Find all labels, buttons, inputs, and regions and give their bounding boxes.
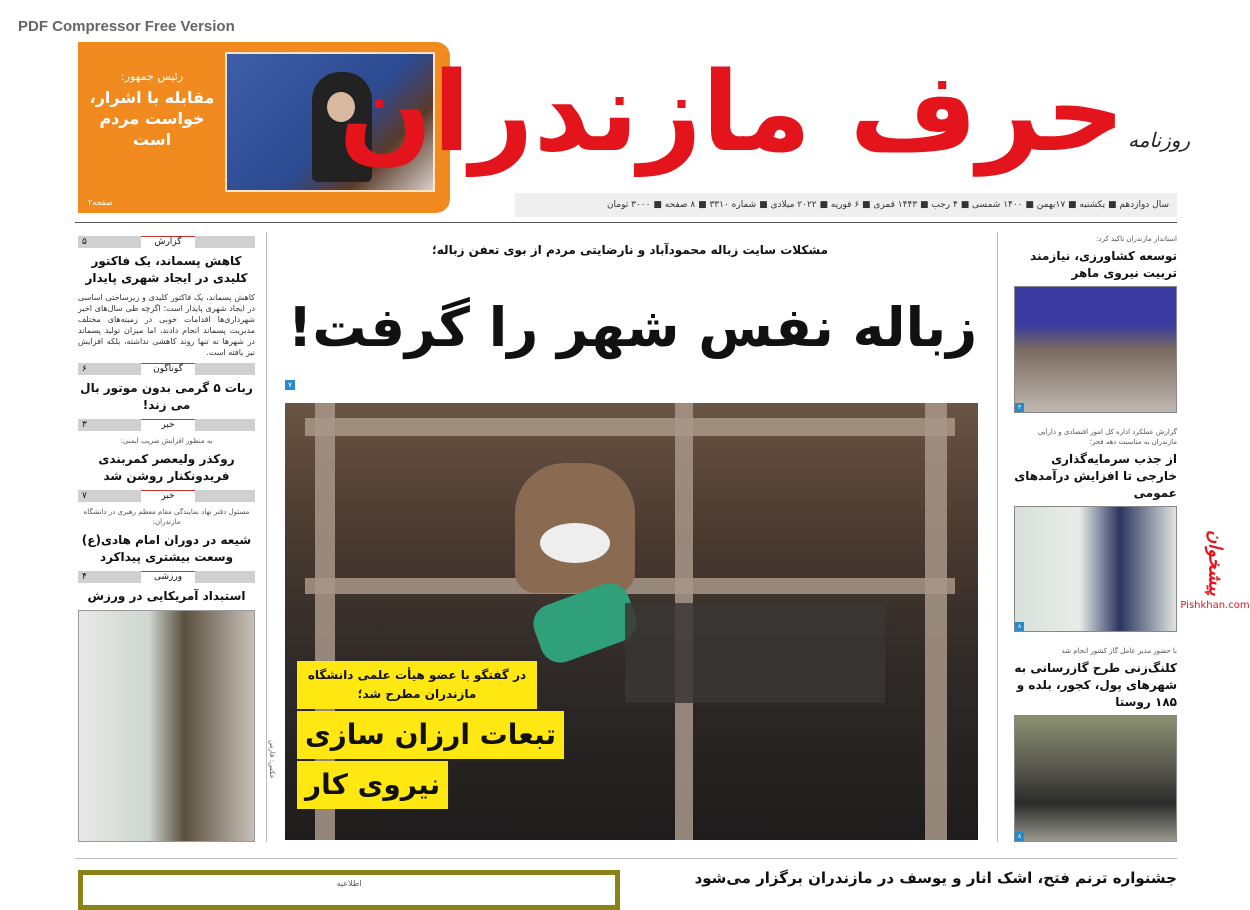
divider bbox=[266, 232, 267, 842]
story-photo bbox=[1014, 506, 1177, 633]
section-bar bbox=[78, 571, 255, 583]
promo-title: مقابله با اشرار، خواست مردم است bbox=[89, 88, 215, 149]
section-label: خبر bbox=[141, 490, 195, 502]
notice-text: اطلاعیه bbox=[336, 879, 362, 888]
overlay-title[interactable]: نیروی کار bbox=[297, 761, 448, 809]
story-kicker: استاندار مازندران تاکید کرد: bbox=[1096, 235, 1177, 243]
sports-photo bbox=[78, 610, 255, 842]
section-bar bbox=[78, 419, 255, 431]
section-bar bbox=[78, 490, 255, 502]
pishkhan-logo: پیشخوان bbox=[1204, 530, 1226, 596]
divider bbox=[75, 858, 1177, 859]
masthead-subtitle: روزنامه bbox=[1128, 128, 1191, 152]
story-kicker: به منظور افزایش ضریب ایمنی: bbox=[120, 437, 213, 445]
page-tag: ۸ bbox=[1015, 622, 1024, 631]
overlay-group bbox=[297, 661, 564, 809]
overlay-title[interactable]: تبعات ارزان سازی bbox=[297, 711, 564, 759]
divider bbox=[75, 222, 1177, 223]
dateline: سال دوازدهم ■ یکشنبه ■ ۱۷بهمن ■ ۱۴۰۰ شمسی ■ ۴ رجب ■ ۱۴۴۳ قمری ■ ۶ فوریه ■ ۲۰۲۲ میلادی ■ شماره ۳۳۱۰ ■ ۸ صفحه ■ ۳۰۰۰ تومان bbox=[515, 193, 1177, 217]
notice-box bbox=[78, 870, 620, 910]
story-kicker: گزارش عملکرد اداره کل امور اقتصادی و دارایی مازندران به مناسبت دهه فجر؛ bbox=[1037, 427, 1177, 446]
lead-kicker: مشکلات سایت زباله محمودآباد و نارضایتی مردم از بوی تعفن زباله؛ bbox=[431, 243, 828, 257]
section-label: ورزشی bbox=[141, 571, 195, 583]
overlay-kicker: در گفتگو با عضو هیأت علمی دانشگاه مازندران مطرح شد؛ bbox=[297, 661, 537, 709]
right-column bbox=[1012, 234, 1177, 842]
section-bar bbox=[78, 236, 255, 248]
story-title[interactable]: روکذر ولیعصر کمربندی فریدونکنار روشن شد bbox=[98, 452, 235, 483]
promo-kicker: رئیس جمهور: bbox=[120, 70, 184, 83]
story-title[interactable]: کلنگ‌زنی طرح گازرسانی به شهرهای پول، کجور، بلده و ۱۸۵ روستا bbox=[1014, 661, 1177, 710]
story-title[interactable]: شیعه در دوران امام هادی(ع) وسعت بیشتری پیداکرد bbox=[81, 533, 252, 564]
page-number: ۶ bbox=[82, 364, 87, 374]
story-title[interactable]: کاهش پسماند، یک فاکتور کلیدی در ایجاد شهری پایدار bbox=[85, 254, 248, 285]
story-title[interactable]: توسعه کشاورزی، نیازمند تربیت نیروی ماهر bbox=[1030, 249, 1177, 280]
promo-page: صفحه۲ bbox=[88, 198, 113, 207]
masthead-logo: حرف مازندران bbox=[338, 48, 1125, 176]
page-number: ۵ bbox=[82, 237, 87, 247]
page-number: ۷ bbox=[82, 491, 87, 501]
lead-photo bbox=[285, 403, 978, 840]
story-photo bbox=[1014, 286, 1177, 413]
lead-headline[interactable]: زباله نفس شهر را گرفت! bbox=[287, 296, 978, 359]
section-label: گوناگون bbox=[141, 363, 195, 375]
section-label: خبر bbox=[141, 419, 195, 431]
story-body: کاهش پسماند، یک فاکتور کلیدی و زیرساختی اساسی در ایجاد شهری پایدار است؛ اگرچه طی سال‌های اخیر شهرداری‌ها اقدامات خوبی در زمینه‌های مختلف مدیریت پسماند انجام دادند، اما میزان تولید پسماند در شهرها نه تنها روند کاهشی نداشته، بلکه افزایش نیز یافته است. bbox=[78, 293, 255, 357]
page-tag: ۳ bbox=[1015, 403, 1024, 412]
photo-credit: عکس: فارس bbox=[268, 740, 276, 779]
story-kicker: مسئول دفتر نهاد نمایندگی مقام معظم رهبری در دانشگاه مازندران: bbox=[83, 508, 250, 526]
page-tag: ۸ bbox=[1015, 832, 1024, 841]
story-title[interactable]: استبداد آمریکایی در ورزش bbox=[87, 589, 246, 603]
bottom-headline[interactable]: جشنواره ترنم فتح، اشک انار و یوسف در مازندران برگزار می‌شود bbox=[694, 869, 1177, 887]
divider bbox=[997, 232, 998, 842]
page-tag: ۷ bbox=[285, 380, 295, 390]
page-number: ۳ bbox=[82, 420, 87, 430]
section-label: گزارش bbox=[141, 236, 195, 248]
pishkhan-watermark bbox=[1180, 520, 1250, 615]
left-column bbox=[78, 236, 255, 842]
story-title[interactable]: ربات ۵ گرمی بدون موتور بال می زند! bbox=[80, 381, 253, 412]
story-photo bbox=[1014, 715, 1177, 842]
section-bar bbox=[78, 363, 255, 375]
page-number: ۴ bbox=[82, 572, 87, 582]
pdf-compressor-watermark: PDF Compressor Free Version bbox=[18, 18, 235, 35]
pishkhan-url: Pishkhan.com bbox=[1180, 599, 1250, 611]
story-kicker: با حضور مدیر عامل گاز کشور انجام شد bbox=[1061, 647, 1177, 656]
story-title[interactable]: از جذب سرمایه‌گذاری خارجی تا افزایش درآمدهای عمومی bbox=[1014, 451, 1177, 500]
